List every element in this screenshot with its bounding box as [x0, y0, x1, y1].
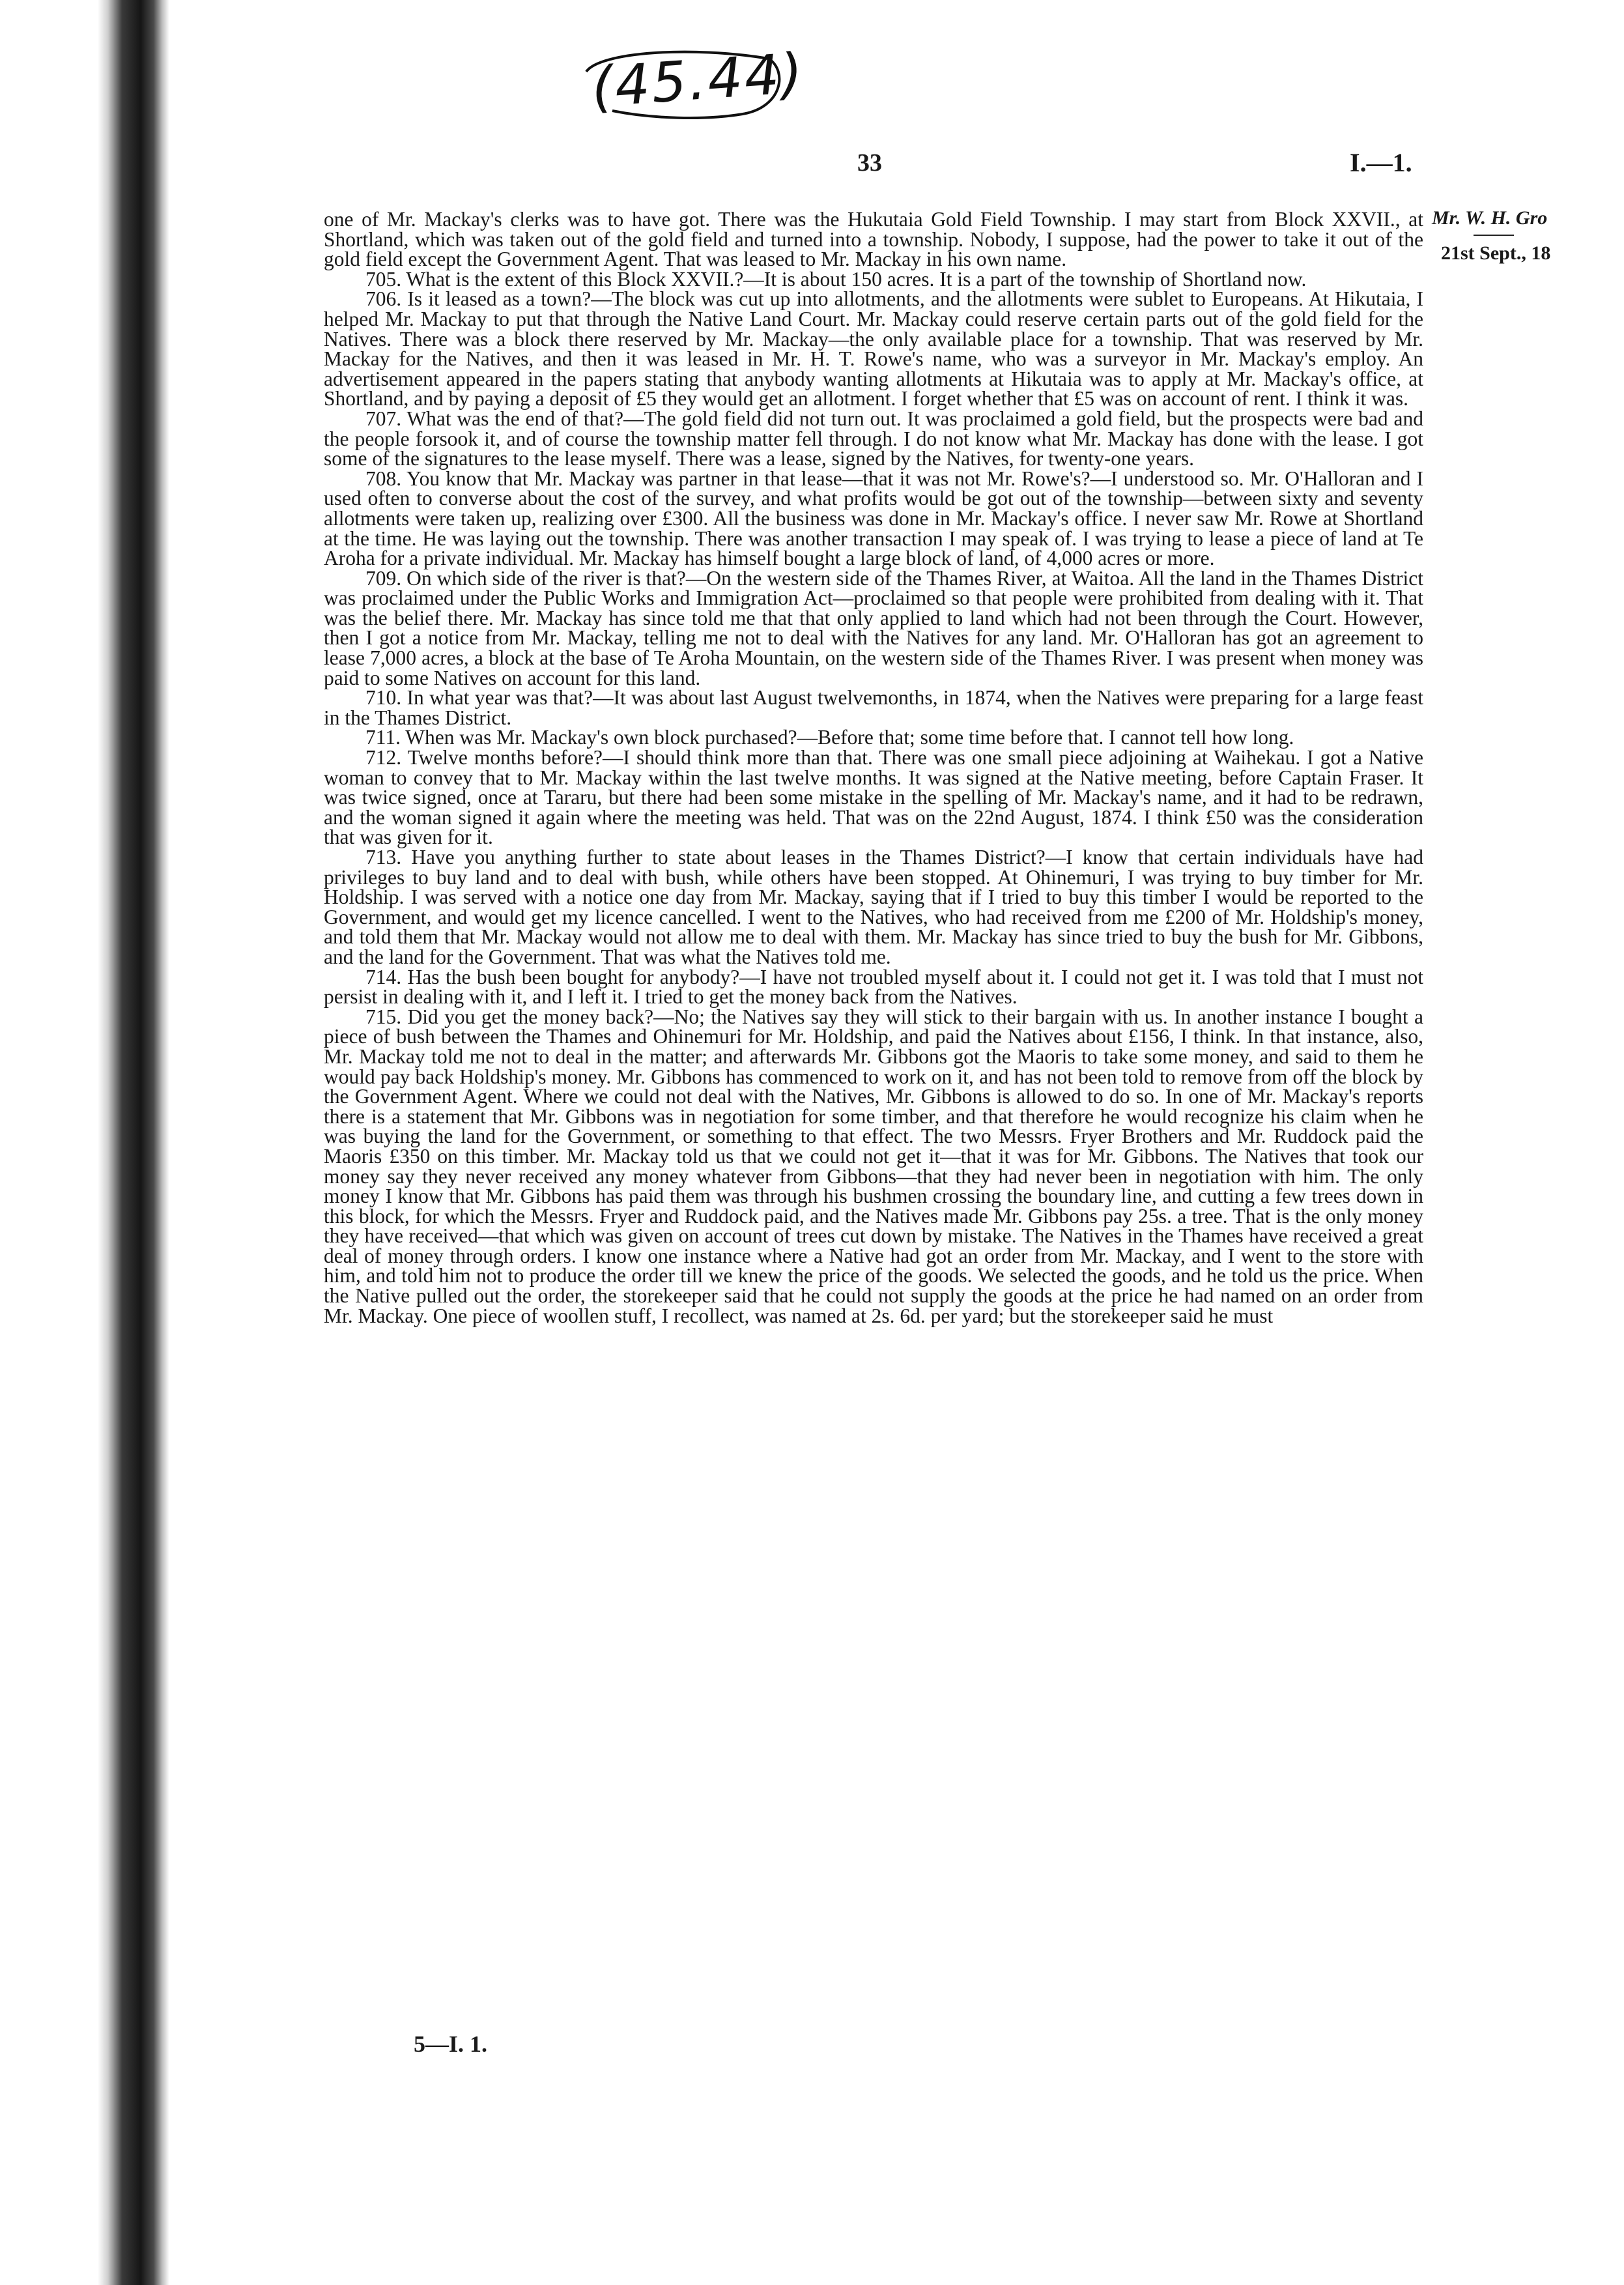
paragraph-707: 707. What was the end of that?—The gold field did not turn out. It was proclaimed a gold field, but the prospects were bad and the people forsook it, and of course the township matter fell through. I do not know what Mr. Mackay has done with the lease. I got some of the signatures to the lease myself. There was a lease, signed by the Natives, for twenty-one years.: [324, 407, 1423, 470]
paragraph-711: 711. When was Mr. Mackay's own block purchased?—Before that; some time before that. I cannot tell how long.: [365, 726, 1294, 749]
sheet-signature: 5—I. 1.: [414, 2031, 488, 2057]
margin-date: 21st Sept., 18: [1441, 242, 1551, 264]
paragraph-710: 710. In what year was that?—It was about last August twelvemonths, in 1874, when the Natives were preparing for a large feast in the Thames District.: [324, 686, 1423, 729]
paragraph-continuation: one of Mr. Mackay's clerks was to have got. There was the Hukutaia Gold Field Township. I may start from Block XXVII., at Shortland, which was taken out of the gold field and turned into a township. Nobody, I suppose, had the power to take it out of the gold field except the Government Agent. That was leased to Mr. Mackay in his own name.: [324, 208, 1423, 271]
paragraph-712: 712. Twelve months before?—I should think more than that. There was one small piece adjoining at Waihekau. I got a Native woman to convey that to Mr. Mackay within the last twelve months. It was signed at the Native meeting, before Captain Fraser. It was twice signed, once at Tararu, but there had been some mistake in the spelling of Mr. Mackay's name, and it had to be redrawn, and the woman signed it again where the meeting was held. That was on the 22nd August, 1874. I think £50 was the consideration that was given for it.: [324, 746, 1423, 849]
page-number: 33: [857, 149, 882, 177]
paragraph-709: 709. On which side of the river is that?—On the western side of the Thames River, at Waitoa. All the land in the Thames District was proclaimed under the Public Works and Immigration Act—proclaimed so that people were prohibited from dealing with it. That was the belief there. Mr. Mackay has since told me that that only applied to land which had not been through the Court. However, then I got a notice from Mr. Mackay, telling me not to deal with the Natives for any land. Mr. O'Halloran has got an agreement to lease 7,000 acres, a block at the base of Te Aroha Mountain, on the western side of the Thames River. I was present when money was paid to some Natives on account for this land.: [324, 566, 1423, 689]
paragraph-708: 708. You know that Mr. Mackay was partner in that lease—that it was not Mr. Rowe's?—I understood so. Mr. O'Halloran and I used often to converse about the cost of the survey, and what profits would be got out of the township—between sixty and seventy allotments were taken up, realizing over £300. All the business was done in Mr. Mackay's office. I never saw Mr. Rowe at Shortland at the time. He was laying out the township. There was another transaction I may speak of. I was trying to lease a piece of land at Te Aroha for a private individual. Mr. Mackay has himself bought a large block of land, of 4,000 acres or more.: [324, 467, 1423, 570]
paragraph-714: 714. Has the bush been bought for anybody?—I have not troubled myself about it. I could not get it. I was told that I must not persist in dealing with it, and I left it. I tried to get the money back from the Natives.: [324, 965, 1423, 1009]
document-reference: I.—1.: [1350, 148, 1412, 177]
annotation-text: (45.44): [589, 40, 807, 120]
paragraph-713: 713. Have you anything further to state about leases in the Thames District?—I know that certain individuals have had privileges to buy land and to deal with bush, while others have been stopped. At Ohinemuri, I was trying to buy timber for Mr. Holdship. I was served with a notice one day from Mr. Mackay, saying that if I tried to buy this timber I would be reported to the Government, and would get my licence cancelled. I went to the Natives, who had received from me £200 of Mr. Holdship's money, and told them that Mr. Mackay would not allow me to deal with them. Mr. Mackay has since tried to buy the bush for Mr. Gibbons, and the land for the Government. That was what the Natives told me.: [324, 846, 1423, 968]
margin-witness-name: Mr. W. H. Gro: [1432, 207, 1548, 229]
binding-edge-shadow: [98, 0, 169, 2285]
margin-divider: [1474, 235, 1514, 236]
paragraph-705: 705. What is the extent of this Block XXVII.?—It is about 150 acres. It is a part of the township of Shortland now.: [365, 267, 1307, 291]
handwritten-annotation: [573, 40, 807, 124]
testimony-body: [324, 210, 1423, 1326]
paragraph-706: 706. Is it leased as a town?—The block was cut up into allotments, and the allotments were sublet to Europeans. At Hikutaia, I helped Mr. Mackay to put that through the Native Land Court. Mr. Mackay could reserve certain parts out of the gold field for the Natives. There was a block there reserved by Mr. Mackay—the only available place for a township. That was reserved by Mr. Mackay for the Natives, and then it was leased in Mr. H. T. Rowe's name, who was a surveyor in Mr. Mackay's employ. An advertisement appeared in the papers stating that anybody wanting allotments at Hikutaia was to apply at Mr. Mackay's office, at Shortland, and by paying a deposit of £5 they would get an allotment. I forget whether that £5 was on account of rent. I think it was.: [324, 287, 1423, 410]
paragraph-715: 715. Did you get the money back?—No; the Natives say they will stick to their bargain with us. In another instance I bought a piece of bush between the Thames and Ohinemuri for Mr. Holdship, and paid the Natives about £156, I think. In that instance, also, Mr. Mackay told me not to deal in the matter; and afterwards Mr. Gibbons got the Maoris to take some money, and said to them he would pay back Holdship's money. Mr. Gibbons has commenced to work on it, and has not been told to remove from off the block by the Government Agent. Where we could not deal with the Natives, Mr. Gibbons is allowed to do so. In one of Mr. Mackay's reports there is a statement that Mr. Gibbons was in negotiation for some timber, and that therefore he would recognize his claim when he was buying the land for the Government, or something to that effect. The two Messrs. Fryer Brothers and Mr. Ruddock paid the Maoris £350 on this timber. Mr. Mackay told us that we could not get it—that it was for Mr. Gibbons. The Natives that took our money say they never received any money whatever from Gibbons—that they had never been in negotiation with him. The only money I know that Mr. Gibbons has paid them was through his bushmen crossing the boundary line, and cutting a few trees down in this block, for which the Messrs. Fryer and Ruddock paid, and the Natives made Mr. Gibbons pay 25s. a tree. That is the only money they have received—that which was given on account of trees cut down by mistake. The Natives in the Thames have received a great deal of money through orders. I know one instance where a Native had got an order from Mr. Mackay, and I went to the store with him, and told him not to produce the order till we knew the price of the goods. We selected the goods, and he told us the price. When the Native pulled out the order, the storekeeper said that he could not supply the goods at the price he had named on an order from Mr. Mackay. One piece of woollen stuff, I recollect, was named at 2s. 6d. per yard; but the storekeeper said he must: [324, 1005, 1423, 1327]
